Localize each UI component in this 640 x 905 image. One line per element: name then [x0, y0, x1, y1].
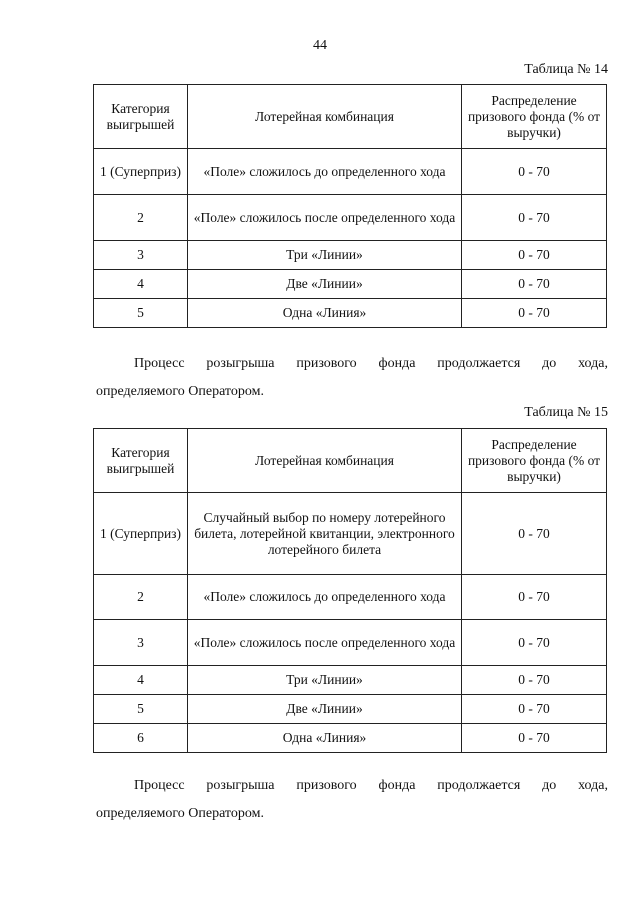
table-row	[94, 299, 607, 328]
distribution-cell: 0 - 70	[462, 666, 607, 695]
table-row	[94, 493, 607, 575]
combination-cell: «Поле» сложилось после определенного хода	[188, 195, 462, 241]
distribution-cell: 0 - 70	[462, 149, 607, 195]
prize-distribution-table	[93, 428, 607, 753]
paragraph-line: Процесс розыгрыша призового фонда продолжается до хода,	[134, 356, 608, 371]
table-header-row	[94, 85, 607, 149]
paragraph-line: Процесс розыгрыша призового фонда продолжается до хода,	[134, 778, 608, 793]
prize-distribution-table	[93, 84, 607, 328]
distribution-cell: 0 - 70	[462, 620, 607, 666]
category-cell: 5	[94, 299, 188, 328]
combination-cell: Три «Линии»	[188, 241, 462, 270]
table-row	[94, 666, 607, 695]
table-row	[94, 620, 607, 666]
distribution-cell: 0 - 70	[462, 493, 607, 575]
category-cell: 2	[94, 575, 188, 620]
distribution-cell: 0 - 70	[462, 241, 607, 270]
body-paragraph	[96, 772, 608, 828]
header-combination: Лотерейная комбинация	[188, 85, 462, 149]
distribution-cell: 0 - 70	[462, 299, 607, 328]
distribution-cell: 0 - 70	[462, 270, 607, 299]
combination-cell: Одна «Линия»	[188, 299, 462, 328]
page-number: 44	[313, 38, 327, 53]
combination-cell: Одна «Линия»	[188, 724, 462, 753]
table-row	[94, 241, 607, 270]
category-cell: 1 (Суперприз)	[94, 493, 188, 575]
paragraph-line: определяемого Оператором.	[96, 806, 264, 821]
table-caption: Таблица № 15	[524, 405, 608, 420]
combination-cell: «Поле» сложилось до определенного хода	[188, 149, 462, 195]
distribution-cell: 0 - 70	[462, 195, 607, 241]
header-distribution: Распределение призового фонда (% от выручки)	[462, 429, 607, 493]
combination-cell: Три «Линии»	[188, 666, 462, 695]
category-cell: 3	[94, 620, 188, 666]
table-caption: Таблица № 14	[524, 62, 608, 77]
category-cell: 6	[94, 724, 188, 753]
header-category: Категория выигрышей	[94, 85, 188, 149]
distribution-cell: 0 - 70	[462, 695, 607, 724]
combination-cell: Случайный выбор по номеру лотерейного билета, лотерейной квитанции, электронного лотерейного билета	[188, 493, 462, 575]
body-paragraph	[96, 350, 608, 406]
table-header-row	[94, 429, 607, 493]
category-cell: 2	[94, 195, 188, 241]
category-cell: 1 (Суперприз)	[94, 149, 188, 195]
category-cell: 3	[94, 241, 188, 270]
table-row	[94, 149, 607, 195]
table-row	[94, 270, 607, 299]
table-row	[94, 695, 607, 724]
distribution-cell: 0 - 70	[462, 724, 607, 753]
category-cell: 5	[94, 695, 188, 724]
header-distribution: Распределение призового фонда (% от выручки)	[462, 85, 607, 149]
combination-cell: «Поле» сложилось до определенного хода	[188, 575, 462, 620]
paragraph-line: определяемого Оператором.	[96, 384, 264, 399]
distribution-cell: 0 - 70	[462, 575, 607, 620]
combination-cell: Две «Линии»	[188, 270, 462, 299]
header-combination: Лотерейная комбинация	[188, 429, 462, 493]
category-cell: 4	[94, 666, 188, 695]
table-row	[94, 195, 607, 241]
combination-cell: Две «Линии»	[188, 695, 462, 724]
combination-cell: «Поле» сложилось после определенного хода	[188, 620, 462, 666]
header-category: Категория выигрышей	[94, 429, 188, 493]
category-cell: 4	[94, 270, 188, 299]
table-row	[94, 724, 607, 753]
table-row	[94, 575, 607, 620]
